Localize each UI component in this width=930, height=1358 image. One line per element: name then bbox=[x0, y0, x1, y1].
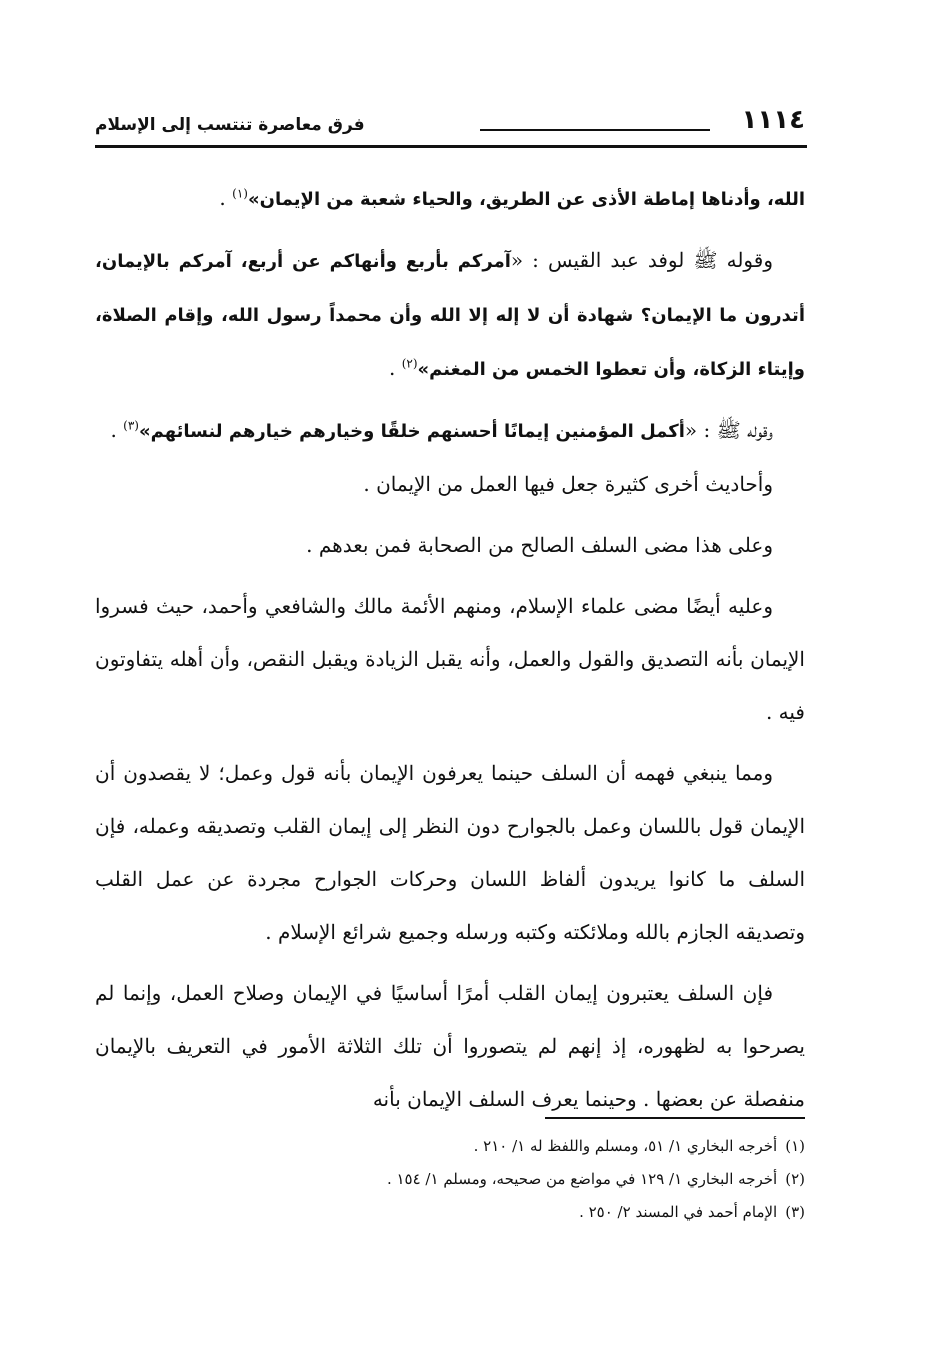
footnote-number: (٢) bbox=[785, 1170, 805, 1188]
footnote-text: الإمام أحمد في المسند ٢/ ٢٥٠ . bbox=[579, 1203, 778, 1221]
footnote-text: أخرجه البخاري ١/ ٥١، ومسلم واللفظ له ١/ ٢١٠ . bbox=[473, 1137, 778, 1155]
header-divider bbox=[480, 129, 710, 131]
header-rule bbox=[95, 145, 807, 148]
paragraph bbox=[95, 172, 805, 226]
paragraph bbox=[95, 234, 805, 396]
page-header bbox=[95, 105, 805, 145]
paragraph: فإن السلف يعتبرون إيمان القلب أمرًا أساسيًا في الإيمان وصلاح العمل، وإنما لم يصرحوا به لظهوره، إذ إنهم لم يتصوروا أن تلك الثلاثة الأمور في التعريف بالإيمان منفصلة عن بعضها . وحينما يعرف السلف الإيمان بأنه bbox=[95, 981, 805, 1111]
footnote-number: (١) bbox=[785, 1137, 805, 1155]
footnote-divider bbox=[545, 1117, 805, 1119]
footnote-text: أخرجه البخاري ١/ ١٢٩ في مواضع من صحيحه، ومسلم ١/ ١٥٤ . bbox=[386, 1170, 778, 1188]
paragraph: ومما ينبغي فهمه أن السلف حينما يعرفون الإيمان بأنه قول وعمل؛ لا يقصدون أن الإيمان قول باللسان وعمل بالجوارح دون النظر إلى إيمان القلب وتصديقه وعمله، فإن السلف ما كانوا يريدون ألفاظ اللسان وحركات الجوارح مجردة عن عمل القلب وتصديقه الجازم بالله وملائكته وكتبه ورسله وجميع شرائع الإسلام . bbox=[95, 761, 805, 944]
footnote-number: (٣) bbox=[785, 1203, 805, 1221]
paragraph-lead: وقوله ﷺ لوفد عبد القيس : « bbox=[510, 248, 773, 272]
paragraph bbox=[95, 404, 805, 458]
paragraph: وعلى هذا مضى السلف الصالح من الصحابة فمن بعدهم . bbox=[306, 533, 773, 557]
footnotes bbox=[95, 1130, 805, 1229]
paragraph: وأحاديث أخرى كثيرة جعل فيها العمل من الإيمان . bbox=[363, 472, 773, 496]
hadith-quote: آمركم بأربع وأنهاكم عن أربع، آمركم بالإيمان، أتدرون ما الإيمان؟ شهادة أن لا إله إلا الله وأن محمداً رسول الله، وإقام الصلاة، وإيتاء الزكاة، وأن تعطوا الخمس من المغنم» bbox=[95, 251, 805, 380]
running-title: فرق معاصرة تنتسب إلى الإسلام bbox=[95, 115, 365, 135]
paragraph-tail: . bbox=[219, 186, 233, 210]
footnote bbox=[95, 1130, 805, 1163]
footnote-ref: (١) bbox=[232, 186, 248, 201]
footnote bbox=[95, 1163, 805, 1196]
footnote-ref: (٣) bbox=[123, 418, 139, 433]
footnote-ref: (٢) bbox=[401, 356, 418, 371]
paragraph: وعليه أيضًا مضى علماء الإسلام، ومنهم الأئمة مالك والشافعي وأحمد، حيث فسروا الإيمان بأنه التصديق والقول والعمل، وأنه يقبل الزيادة ويقبل النقص، وأن أهله يتفاوتون فيه . bbox=[95, 594, 805, 724]
main-text bbox=[95, 172, 805, 1134]
paragraph-lead: وقوله ﷺ : « bbox=[684, 418, 773, 442]
hadith-quote: أكمل المؤمنين إيمانًا أحسنهم خلقًا وخيارهم خيارهم لنسائهم» bbox=[138, 421, 685, 442]
hadith-quote: الله، وأدناها إماطة الأذى عن الطريق، والحياء شعبة من الإيمان» bbox=[247, 189, 805, 210]
footnote bbox=[95, 1196, 805, 1229]
page-number: ١١١٤ bbox=[741, 105, 805, 135]
paragraph-tail: . bbox=[388, 356, 402, 380]
paragraph-tail: . bbox=[110, 418, 124, 442]
